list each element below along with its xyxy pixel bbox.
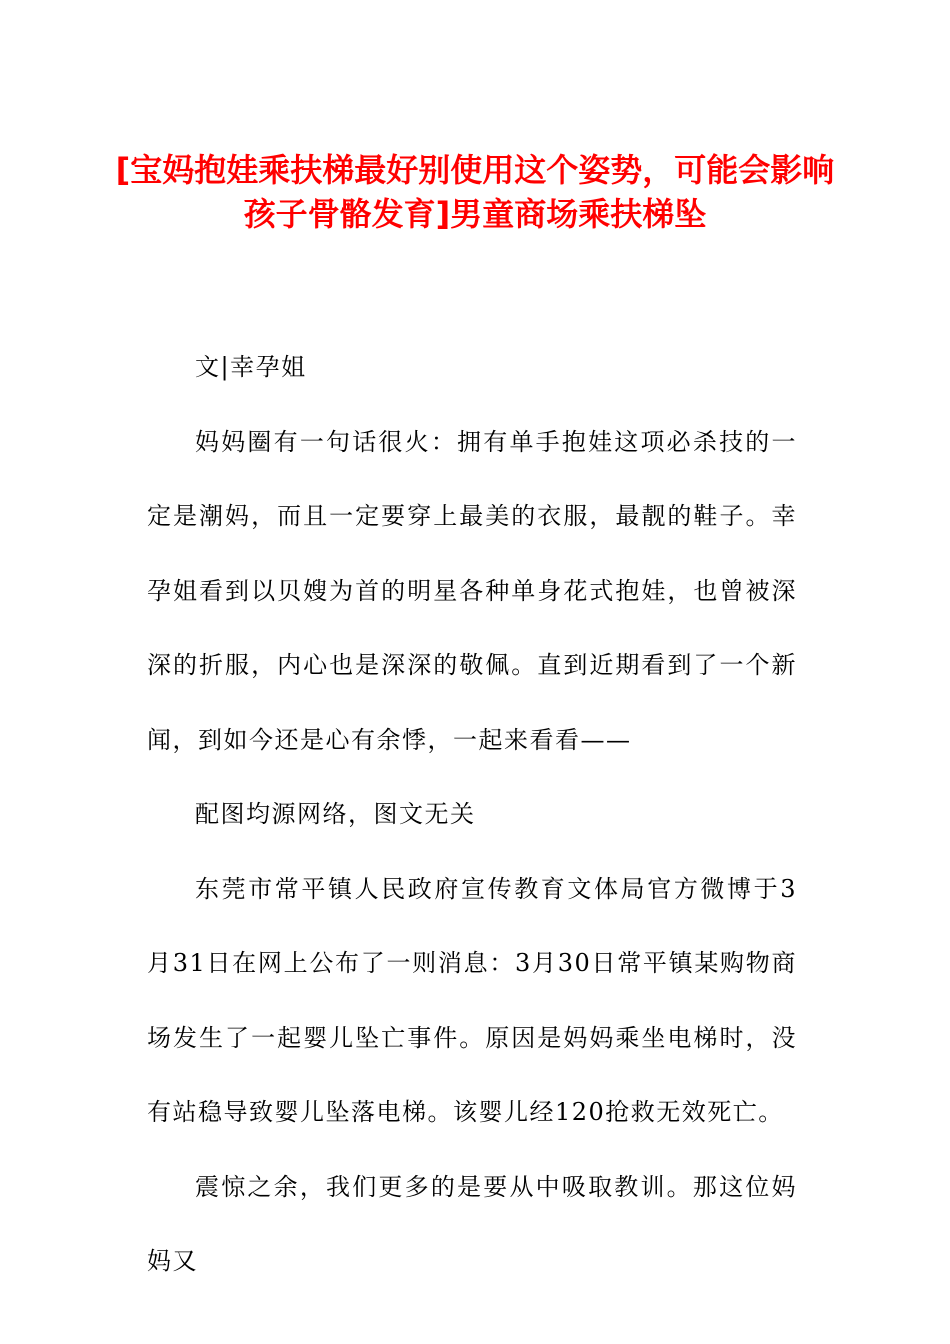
document-title: [宝妈抱娃乘扶梯最好别使用这个姿势，可能会影响孩子骨骼发育]男童商场乘扶梯坠: [115, 151, 835, 233]
paragraph: 妈妈圈有一句话很火：拥有单手抱娃这项必杀技的一定是潮妈，而且一定要穿上最美的衣服，最靓的鞋子。幸孕姐看到以贝嫂为首的明星各种单身花式抱娃，也曾被深深的折服，内心也是深深的敬佩。直到近期看到了一个新闻，到如今还是心有余悸，一起来看看——: [147, 427, 797, 754]
document-body: [147, 330, 797, 1299]
paragraph: 东莞市常平镇人民政府宣传教育文体局官方微博于3月31日在网上公布了一则消息：3月30日常平镇某购物商场发生了一起婴儿坠亡事件。原因是妈妈乘坐电梯时，没有站稳导致婴儿坠落电梯。该婴儿经120抢救无效死亡。: [147, 874, 797, 1126]
author-line: 文|幸孕姐: [195, 353, 307, 381]
image-note: 配图均源网络，图文无关: [195, 800, 476, 828]
paragraph: 震惊之余，我们更多的是要从中吸取教训。那这位妈妈又: [147, 1172, 797, 1275]
